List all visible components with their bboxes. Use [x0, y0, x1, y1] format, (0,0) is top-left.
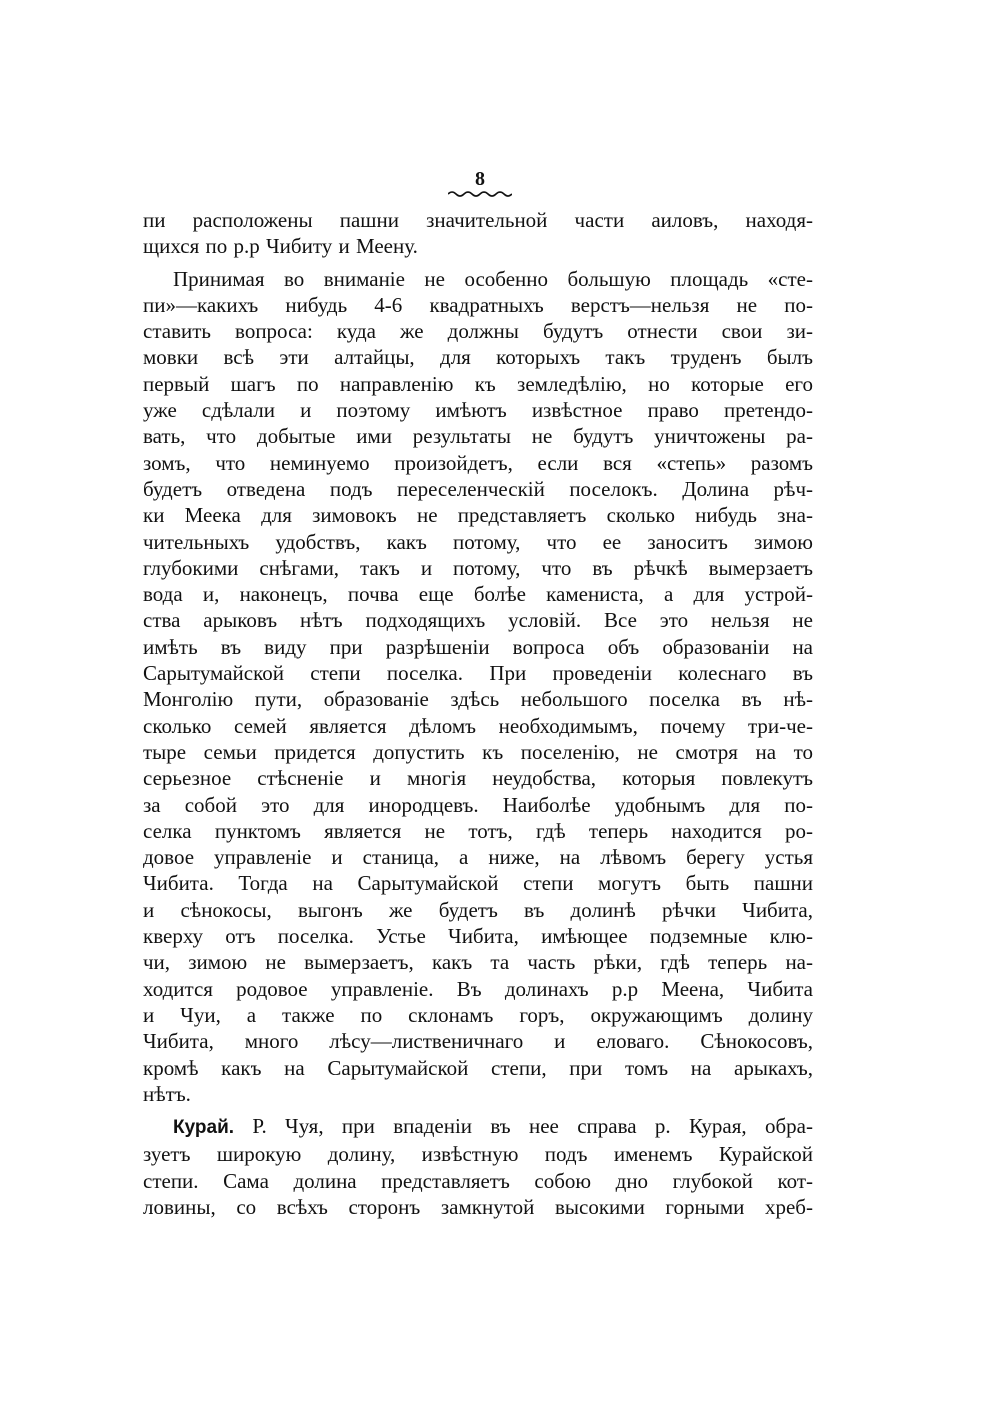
text-line: ловины, со всѣхъ сторонъ замкнутой высокими горными хреб- [143, 1194, 813, 1219]
paragraph-continuation [143, 207, 813, 260]
text-line: и сѣнокосы, выгонъ же будетъ въ долинѣ рѣчки Чибита, [143, 897, 813, 922]
section-lead-kurai: Курай. [173, 1117, 235, 1139]
text-line: уже сдѣлали и поэтому имѣютъ извѣстное право претендо- [143, 398, 813, 423]
text-line: Принимая во вниманіе не особенно большую площадь «сте- [173, 266, 813, 291]
page-number: 8 [475, 168, 485, 190]
text-line: пи расположены пашни значительной части аиловъ, находя- [143, 208, 813, 232]
text-line: тыре семьи придется допустить къ поселенію, не смотря на то [143, 739, 813, 764]
text-line: ства арыковъ нѣтъ подходящихъ условій. Все это нельзя не [143, 608, 813, 633]
text-line: зуетъ широкую долину, извѣстную подъ именемъ Курайской [143, 1142, 813, 1167]
text-line: мовки всѣ эти алтайцы, для которыхъ такъ труденъ былъ [143, 345, 813, 370]
text-line: Сарытумайской степи поселка. При проведеніи колеснаго въ [143, 661, 813, 686]
text-line: щихся по р.р Чибиту и Меену. [143, 234, 418, 259]
text-line: чи, зимою не вымерзаетъ, какъ та часть рѣки, гдѣ теперь на- [143, 950, 813, 975]
text-line: Чибита, много лѣсу—лиственичнаго и еловаго. Сѣнокосовъ, [143, 1029, 813, 1054]
text-line: за собой это для инородцевъ. Наиболѣе удобнымъ для по- [143, 792, 813, 817]
text-line: селка пунктомъ является не тотъ, гдѣ теперь находится ро- [143, 818, 813, 843]
text-line: Чибита. Тогда на Сарытумайской степи могутъ быть пашни [143, 871, 813, 896]
paragraph-steppe-question [143, 266, 813, 1108]
text-line: нѣтъ. [143, 1081, 191, 1106]
text-line-rest: Р. Чуя, при впаденіи въ нее справа р. Курая, обра- [234, 1114, 813, 1139]
text-line: Монголію пути, образованіе здѣсь небольшого поселка въ нѣ- [143, 687, 813, 712]
text-line: довое управленіе и станица, а ниже, на лѣвомъ берегу устья [143, 845, 813, 870]
text-line: имѣть въ виду при разрѣшеніи вопроса объ образованіи на [143, 634, 813, 659]
text-line: вать, что добытые ими результаты не будутъ уничтожены ра- [143, 424, 813, 449]
text-line: первый шагъ по направленію къ земледѣлію, но которые его [143, 371, 813, 396]
text-line: и Чуи, а также по склонамъ горъ, окружающимъ долину [143, 1002, 813, 1027]
text-line: ставить вопроса: куда же должны будутъ отнести свои зи- [143, 319, 813, 344]
text-line: ки Меека для зимовокъ не представляетъ сколько нибудь зна- [143, 503, 813, 528]
text-line: пи»—какихъ нибудь 4-6 квадратныхъ верстъ—нельзя не по- [143, 292, 813, 317]
paragraph-kurai [143, 1113, 813, 1220]
wavy-ornament-icon [448, 190, 512, 198]
text-line: чительныхъ удобствъ, какъ потому, что ее заноситъ зимою [143, 529, 813, 554]
text-line: серьезное стѣсненіе и многія неудобства, которыя повлекутъ [143, 766, 813, 791]
text-line: степи. Сама долина представляетъ собою дно глубокой кот- [143, 1168, 813, 1193]
text-line: зомъ, что неминуемо произойдетъ, если вся «степь» разомъ [143, 450, 813, 475]
text-line [143, 1113, 813, 1141]
text-line: ходится родовое управленіе. Въ долинахъ р.р Меена, Чибита [143, 976, 813, 1001]
text-line: вода и, наконецъ, почва еще болѣе камениста, а для устрой- [143, 582, 813, 607]
text-line: будетъ отведена подъ переселенческій поселокъ. Долина рѣч- [143, 476, 813, 501]
body-text [143, 207, 813, 1220]
text-line: кромѣ какъ на Сарытумайской степи, при томъ на арыкахъ, [143, 1055, 813, 1080]
text-line: кверху отъ поселка. Устье Чибита, имѣющее подземные клю- [143, 924, 813, 949]
text-line: сколько семей является дѣломъ необходимымъ, почему три-че- [143, 713, 813, 738]
text-line: глубокими снѣгами, такъ и потому, что въ рѣчкѣ вымерзаетъ [143, 555, 813, 580]
